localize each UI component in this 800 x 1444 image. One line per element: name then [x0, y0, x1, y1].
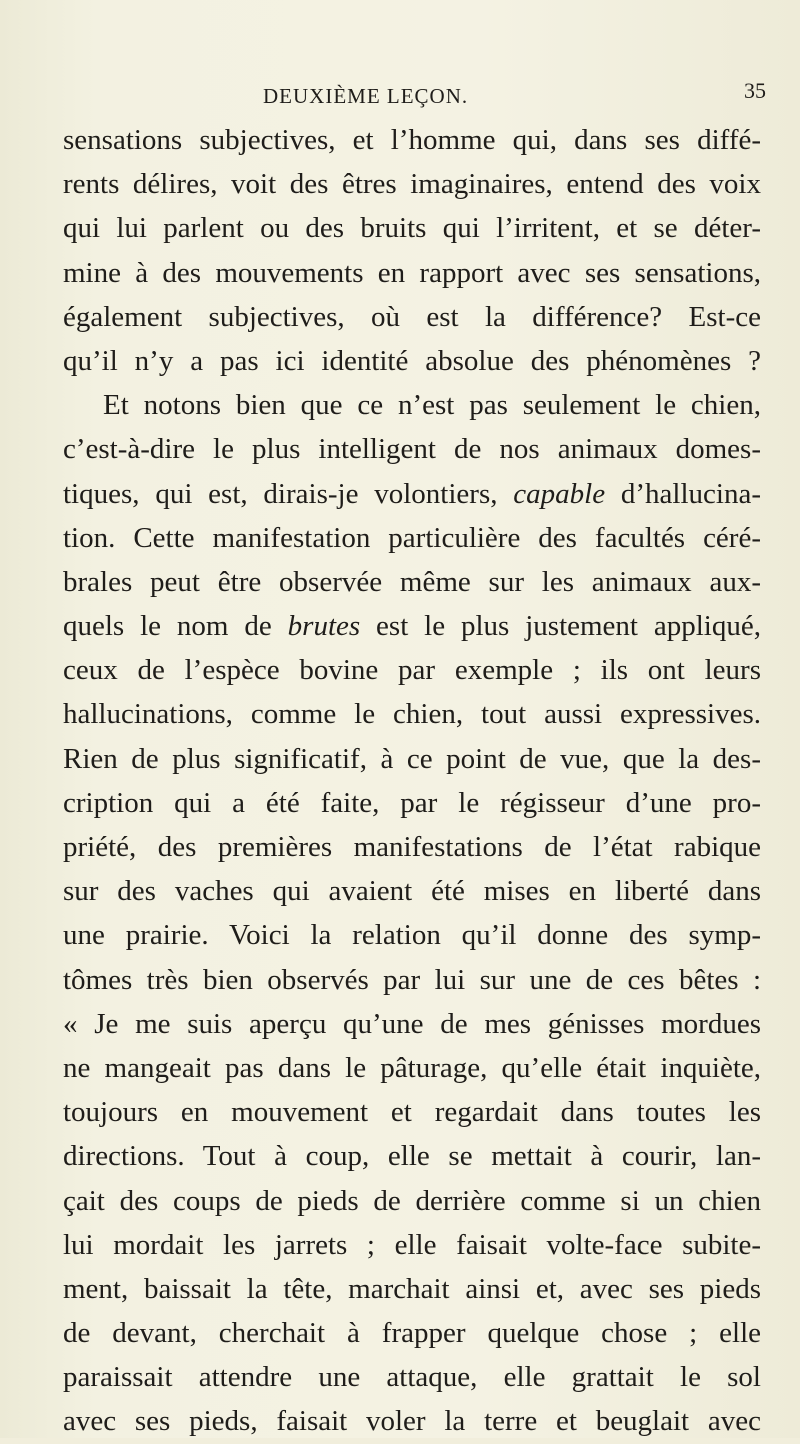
- italic-word: capable: [513, 477, 606, 510]
- text-line: toujours en mouvement et regardait dans toutes les: [63, 1096, 761, 1129]
- text-line: une prairie. Voici la relation qu’il donne des symp-: [63, 919, 761, 952]
- text-line: c’est-à-dire le plus intelligent de nos animaux domes-: [63, 433, 761, 466]
- running-title: DEUXIÈME LEÇON.: [263, 84, 469, 108]
- text-line: sur des vaches qui avaient été mises en liberté dans: [63, 875, 761, 908]
- text-line: [63, 604, 761, 648]
- page-number: 35: [744, 78, 766, 103]
- text-run: d’hallucina-: [605, 477, 761, 510]
- text-line: tômes très bien observés par lui sur une de ces bêtes :: [63, 963, 761, 996]
- text-line: tion. Cette manifestation particulière des facultés céré-: [63, 521, 761, 554]
- text-line: Rien de plus significatif, à ce point de vue, que la des-: [63, 742, 761, 775]
- text-line: ceux de l’espèce bovine par exemple ; ils ont leurs: [63, 654, 761, 687]
- text-line: cription qui a été faite, par le régisseur d’une pro-: [63, 786, 761, 819]
- text-run: tiques, qui est, dirais-je volontiers,: [63, 477, 514, 510]
- text-line: sensations subjectives, et l’homme qui, dans ses diffé-: [63, 124, 761, 156]
- text-run: quels le nom de: [63, 610, 288, 643]
- text-line: hallucinations, comme le chien, tout aussi expressives.: [63, 698, 761, 731]
- text-line: [63, 472, 761, 516]
- text-line: çait des coups de pieds de derrière comme si un chien: [63, 1184, 761, 1217]
- text-line: ne mangeait pas dans le pâturage, qu’elle était inquiète,: [63, 1051, 761, 1084]
- text-line: paraissait attendre une attaque, elle grattait le sol: [63, 1361, 761, 1394]
- text-line: directions. Tout à coup, elle se mettait à courir, lan-: [63, 1140, 761, 1173]
- text-line: mine à des mouvements en rapport avec ses sensations,: [63, 256, 761, 289]
- text-line: de devant, cherchait à frapper quelque chose ; elle: [63, 1317, 761, 1350]
- text-line: avec ses pieds, faisait voler la terre et beuglait avec: [63, 1405, 761, 1438]
- text-line: qui lui parlent ou des bruits qui l’irritent, et se déter-: [63, 212, 761, 245]
- text-line: priété, des premières manifestations de l’état rabique: [63, 831, 761, 863]
- text-line-paragraph-start: Et notons bien que ce n’est pas seulement le chien,: [103, 389, 761, 422]
- text-run: est le plus justement appliqué,: [360, 610, 761, 643]
- text-line: également subjectives, où est la différence? Est-ce: [63, 300, 761, 333]
- text-line: ment, baissait la tête, marchait ainsi et, avec ses pieds: [63, 1272, 761, 1305]
- text-line: qu’il n’y a pas ici identité absolue des phénomènes ?: [63, 344, 761, 377]
- text-line: lui mordait les jarrets ; elle faisait volte-face subite-: [63, 1228, 761, 1261]
- running-head: [0, 78, 800, 112]
- text-line: « Je me suis aperçu qu’une de mes génisses mordues: [63, 1007, 761, 1040]
- body-text: [63, 118, 761, 1444]
- text-line: brales peut être observée même sur les animaux aux-: [63, 565, 761, 598]
- text-line: rents délires, voit des êtres imaginaires, entend des voix: [63, 168, 761, 201]
- italic-word: brutes: [287, 610, 361, 643]
